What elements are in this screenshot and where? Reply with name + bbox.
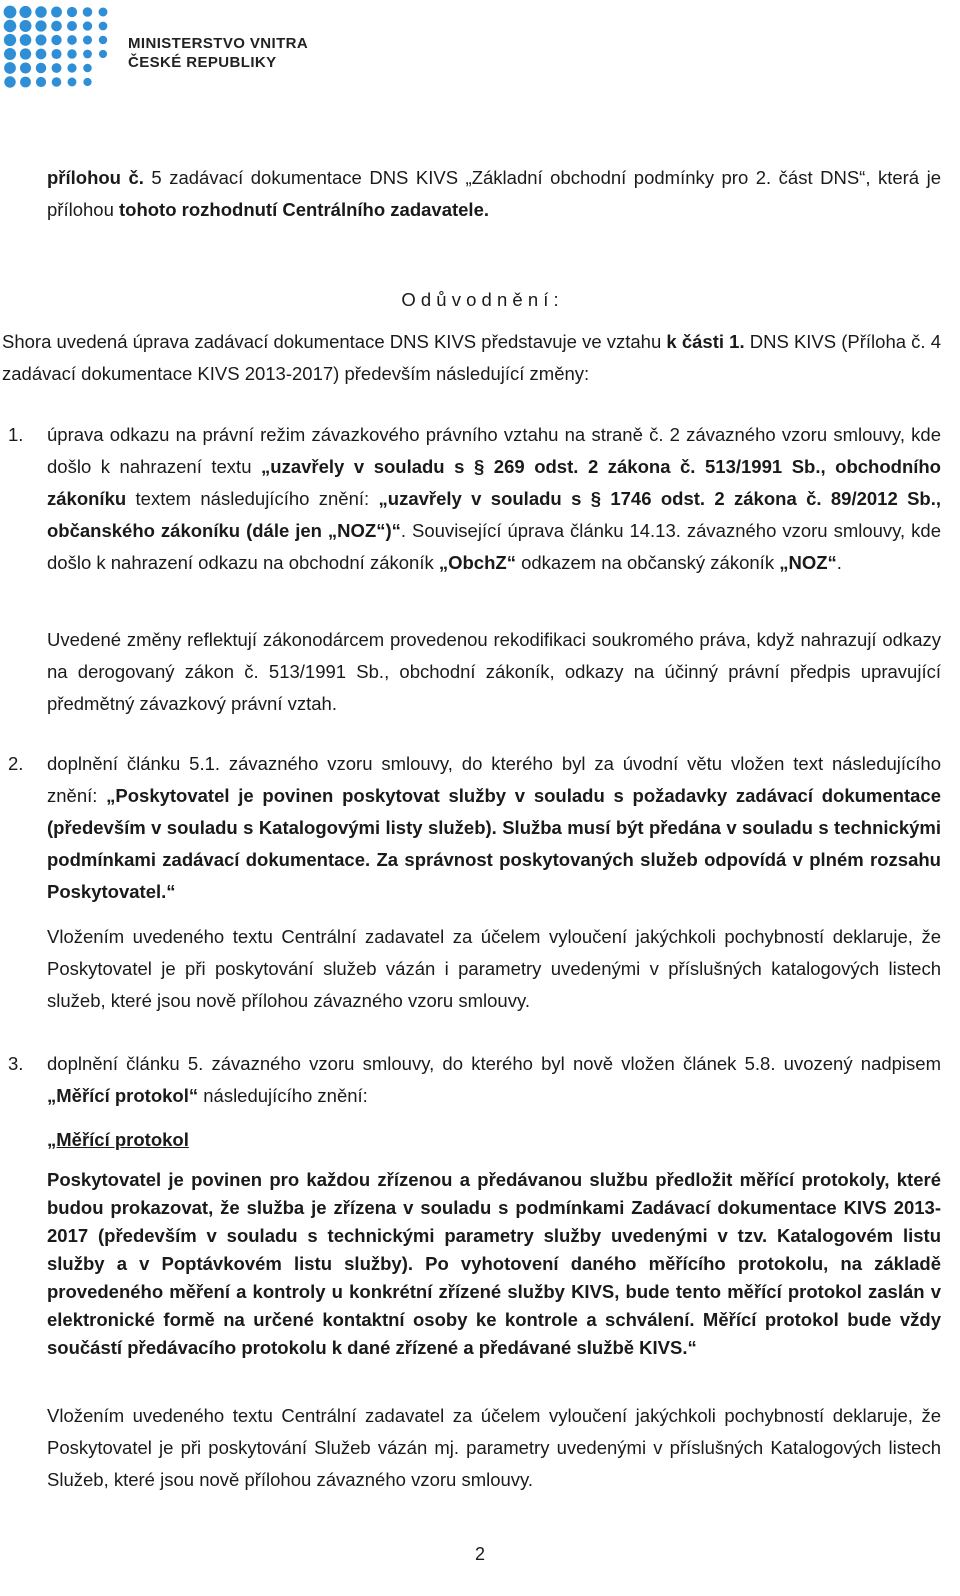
item-1-number: 1. bbox=[8, 424, 24, 445]
item-1-i: odkazem na občanský zákoník bbox=[515, 552, 780, 573]
page-number: 2 bbox=[474, 1544, 485, 1564]
item-2-a: doplnění článku 5.1. závazného vzoru smlouvy, do kterého byl za úvodní větu vložen text následujícího znění: bbox=[47, 753, 941, 806]
item-3-a: doplnění článku 5. závazného vzoru smlouvy, do kterého byl nově vložen článek 5.8. uvozený nadpisem bbox=[47, 1053, 941, 1074]
item-1-f: , občanského zákoníku (dále jen „NOZ“)“ bbox=[47, 488, 942, 541]
item-2-number: 2. bbox=[8, 753, 24, 774]
item-1-c: , obchodního zákoníku bbox=[47, 456, 941, 509]
ministry-logo bbox=[0, 0, 310, 92]
item-1-a: úprava odkazu na právní režim závazkového právního vztahu na straně č. 2 závazného vzoru smlouvy, kde došlo k nahrazení textu bbox=[47, 424, 941, 477]
item-3-note: Vložením uvedeného textu Centrální zadavatel za účelem vyloučení jakýchkoli pochybností deklaruje, že Poskytovatel je při poskytování Služeb vázán mj. parametry uvedenými v příslušných Katalogových listech Služeb, které jsou nově přílohou závazného vzoru smlouvy. bbox=[47, 1405, 941, 1490]
item-1-j: „NOZ“ bbox=[779, 552, 837, 573]
item-1-k: . bbox=[836, 552, 842, 573]
item-2-b: „Poskytovatel je povinen poskytovat služby v souladu s požadavky zadávací dokumentace (především v souladu s Katalogovými listy služeb). Služba musí být předána v souladu s technickými podmínkami zadávací dokumentace. Za správnost poskytovaných služeb odpovídá v plném rozsahu Poskytovatel.“ bbox=[47, 785, 941, 902]
summary-bold: k části 1. bbox=[666, 331, 745, 352]
logo-line-1: MINISTERSTVO VNITRA bbox=[128, 35, 309, 52]
item-1-b: „uzavřely v souladu s § 269 odst. 2 zákona č. 513/1991 Sb. bbox=[261, 456, 821, 477]
item-1-d: textem následujícího znění: bbox=[126, 488, 379, 509]
item-3-number: 3. bbox=[8, 1053, 24, 1074]
logo-text bbox=[128, 34, 308, 72]
item-1-e: „uzavřely v souladu s § 1746 odst. 2 zákona č. 89/2012 Sb. bbox=[378, 488, 936, 509]
intro-text-1: 5 zadávací dokumentace DNS KIVS „Základní obchodní podmínky pro 2. část DNS“, bbox=[143, 167, 878, 188]
item-3-text bbox=[47, 1048, 941, 1112]
item-1-text bbox=[47, 419, 941, 579]
logo-dots-icon bbox=[0, 0, 120, 92]
intro-bold-1: přílohou č. bbox=[47, 167, 144, 188]
item-3-heading: „Měřící protokol bbox=[47, 1129, 189, 1150]
logo-line-2: ČESKÉ REPUBLIKY bbox=[128, 54, 277, 71]
item-1-g: . Související úprava článku 14.13. závazného vzoru smlouvy, kde došlo k nahrazení odkazu na obchodní zákoník bbox=[47, 520, 941, 573]
intro-paragraph bbox=[47, 162, 941, 226]
item-1-h: „ObchZ“ bbox=[438, 552, 516, 573]
summary-text-a: Shora uvedená úprava zadávací dokumentace DNS KIVS představuje ve vztahu bbox=[2, 331, 667, 352]
item-1-note: Uvedené změny reflektují zákonodárcem provedenou rekodifikaci soukromého práva, když nahrazují odkazy na derogovaný zákon č. 513/1991 Sb., obchodní zákoník, odkazy na účinný právní předpis upravující předmětný závazkový právní vztah. bbox=[47, 629, 941, 714]
item-2-text bbox=[47, 748, 941, 908]
intro-bold-2: tohoto rozhodnutí Centrálního zadavatele. bbox=[113, 199, 489, 220]
item-3-bold-text: Poskytovatel je povinen pro každou zřízenou a předávanou službu předložit měřící protokoly, které budou prokazovat, že služba je zřízena v souladu s podmínkami Zadávací dokumentace KIVS 2013-2017 (především v souladu s technickými parametry služby uvedenými v tzv. Katalogovém listu služby a v Poptávkovém listu služby). Po vyhotovení daného měřícího protokolu, na základě provedeného měření a kontroly u konkrétní zřízené služby KIVS, bude tento měřící protokol zaslán v elektronické formě na určené kontaktní osoby ke kontrole a schválení. Měřící protokol bude vždy součástí předávacího protokolu k dané zřízené a předávané službě KIVS.“ bbox=[47, 1169, 941, 1358]
item-3-b: „Měřící protokol“ bbox=[47, 1085, 199, 1106]
summary-text-c: DNS KIVS (Příloha č. 4 zadávací dokumentace KIVS 2013-2017) především následující změny: bbox=[2, 331, 941, 384]
item-3-c: následujícího znění: bbox=[198, 1085, 368, 1106]
item-2-note: Vložením uvedeného textu Centrální zadavatel za účelem vyloučení jakýchkoli pochybností deklaruje, že Poskytovatel je při poskytování služeb vázán i parametry uvedenými v příslušných katalogových listech služeb, které jsou nově přílohou závazného vzoru smlouvy. bbox=[47, 926, 941, 1011]
reasoning-title: O d ů v o d n ě n í : bbox=[401, 289, 559, 310]
intro-text-2: která je přílohou bbox=[47, 167, 941, 220]
summary-paragraph bbox=[2, 326, 941, 390]
